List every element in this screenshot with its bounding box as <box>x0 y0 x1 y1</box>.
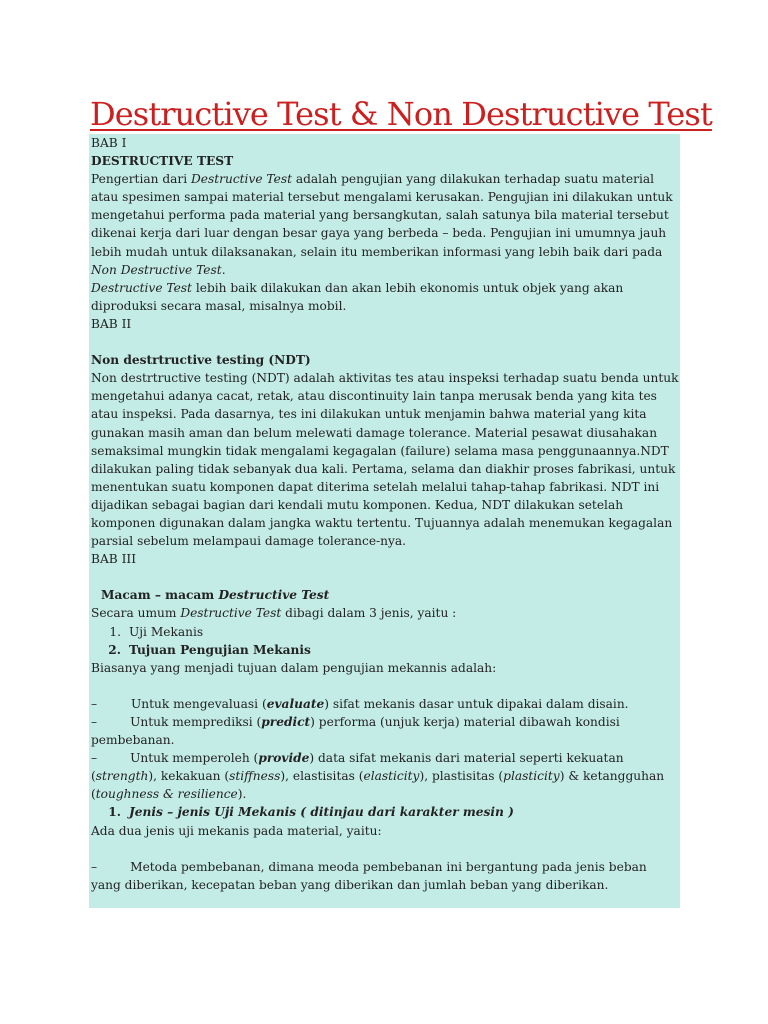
jenis-intro: Ada dua jenis uji mekanis pada material, yaitu: <box>91 823 382 838</box>
spacer <box>91 840 680 858</box>
list-item: 1. Jenis – jenis Uji Mekanis ( ditinjau dari karakter mesin ) <box>108 805 514 820</box>
spacer <box>91 333 680 351</box>
bab3-heading: BAB III <box>91 552 137 567</box>
spacer <box>91 677 680 695</box>
bab3-subheading: Macam – macam Destructive Test <box>101 588 330 603</box>
dash-item: – Untuk mengevaluasi (evaluate) sifat mekanis dasar untuk dipakai dalam disain. <box>91 696 629 711</box>
document-body <box>91 134 680 894</box>
bab3-intro: Secara umum Destructive Test dibagi dalam 3 jenis, yaitu : <box>91 606 457 621</box>
bab1-paragraph-2: Destructive Test lebih baik dilakukan dan akan lebih ekonomis untuk objek yang akan diproduksi secara masal, misalnya mobil. <box>91 280 624 313</box>
dash-item: – Untuk memprediksi (predict) performa (unjuk kerja) material dibawah kondisi pembebanan. <box>91 715 620 748</box>
bab2-heading: BAB II <box>91 316 132 331</box>
dash-item: – Metoda pembebanan, dimana meoda pembebanan ini bergantung pada jenis beban yang diberikan, kecepatan beban yang diberikan dan jumlah beban yang diberikan. <box>91 859 647 892</box>
bab2-subheading: Non destrtructive testing (NDT) <box>91 353 311 368</box>
list-item: 2. Tujuan Pengujian Mekanis <box>108 642 311 657</box>
document-title: Destructive Test & Non Destructive Test <box>90 95 712 133</box>
bab1-subheading: DESTRUCTIVE TEST <box>91 154 234 169</box>
dash-item: – Untuk memperoleh (provide) data sifat mekanis dari material seperti kekuatan (strength), kekakuan (stiffness), elastisitas (elasticity), plastisitas (plasticity) & ketangguhan (toughness & resilience). <box>91 751 665 802</box>
bab2-paragraph: Non destrtructive testing (NDT) adalah aktivitas tes atau inspeksi terhadap suatu benda untuk mengetahui adanya cacat, retak, atau discontinuity lain tanpa merusak benda yang kita tes atau inspeksi. Pada dasarnya, tes ini dilakukan untuk menjamin bahwa material yang kita gunakan masih aman dan belum melewati damage tolerance. Material pesawat diusahakan semaksimal mungkin tidak mengalami kegagalan (failure) selama masa penggunaannya.NDT dilakukan paling tidak sebanyak dua kali. Pertama, selama dan diakhir proses fabrikasi, untuk menentukan suatu komponen dapat diterima setelah melalui tahap-tahap fabrikasi. NDT ini dijadikan sebagai bagian dari kendali mutu komponen. Kedua, NDT dilakukan setelah komponen digunakan dalam jangka waktu tertentu. Tujuannya adalah menemukan kegagalan parsial sebelum melampaui damage tolerance-nya. <box>91 371 679 549</box>
tujuan-intro: Biasanya yang menjadi tujuan dalam pengujian mekannis adalah: <box>91 660 497 675</box>
bab1-paragraph-1: Pengertian dari Destructive Test adalah pengujian yang dilakukan terhadap suatu material atau spesimen sampai material tersebut mengalami kerusakan. Pengujian ini dilakukan untuk mengetahui performa pada material yang bersangkutan, salah satunya bila material tersebut dikenai kerja dari luar dengan besar gaya yang berbeda – beda. Pengujian ini umumnya jauh lebih mudah untuk dilaksanakan, selain itu memberikan informasi yang lebih baik dari pada Non Destructive Test. <box>91 172 673 277</box>
list-item: 1. Uji Mekanis <box>109 624 204 639</box>
bab1-heading: BAB I <box>91 136 127 150</box>
spacer <box>91 568 680 586</box>
